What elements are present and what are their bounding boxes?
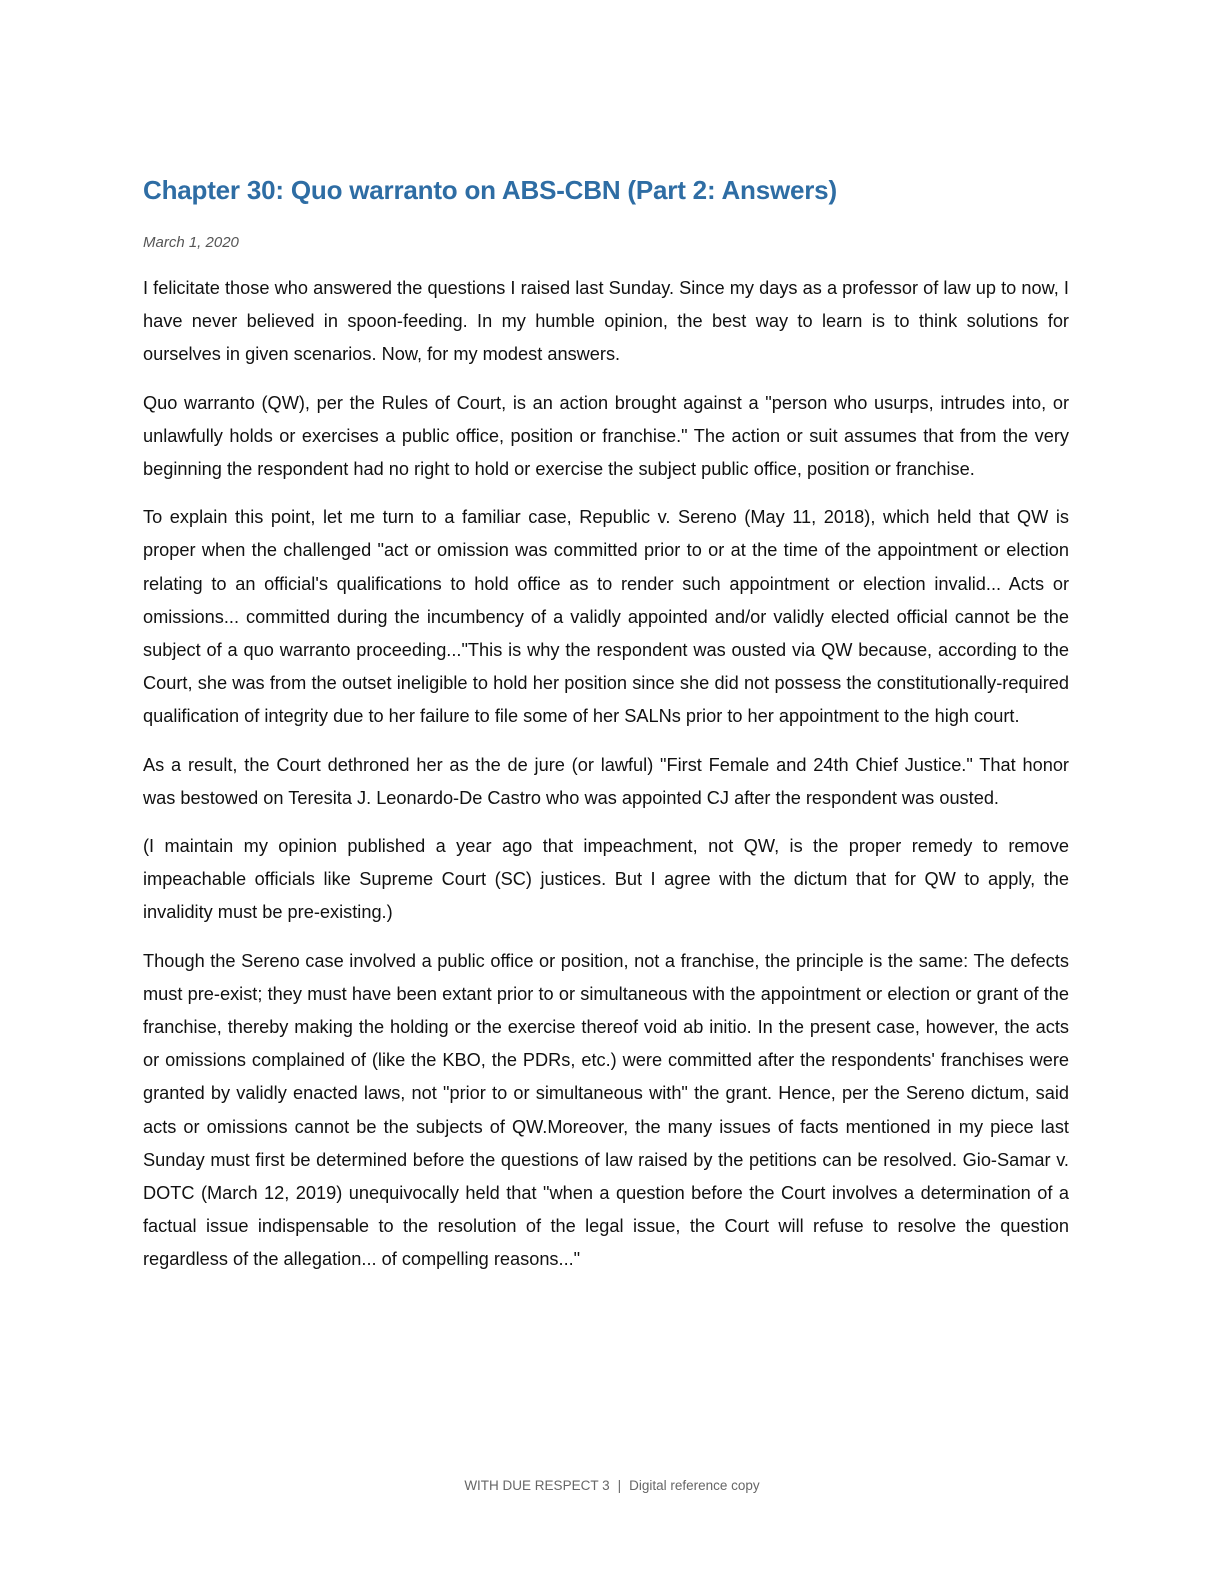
paragraph-1: I felicitate those who answered the questions I raised last Sunday. Since my days as a professor of law up to now, I have never believed in spoon-feeding. In my humble opinion, the best way to learn is to think solutions for ourselves in given scenarios. Now, for my modest answers. — [143, 278, 1069, 365]
footer-copy-note: Digital reference copy — [629, 1478, 760, 1493]
paragraph-6: Though the Sereno case involved a public office or position, not a franchise, the principle is the same: The defects must pre-exist; they must have been extant prior to or simultaneous with the appointment or election or grant of the franchise, thereby making the holding or the exercise thereof void ab initio. In the present case, however, the acts or omissions complained of (like the KBO, the PDRs, etc.) were committed after the respondents' franchises were granted by validly enacted laws, not "prior to or simultaneous with" the grant. Hence, per the Sereno dictum, said acts or omissions cannot be the subjects of QW.Moreover, the many issues of facts mentioned in my piece last Sunday must first be determined before the questions of law raised by the petitions can be resolved. Gio-Samar v. DOTC (March 12, 2019) unequivocally held that "when a question before the Court involves a determination of a factual issue indispensable to the resolution of the legal issue, the Court will refuse to resolve the question regardless of the allegation... of compelling reasons..." — [143, 950, 1069, 1270]
paragraph-5: (I maintain my opinion published a year ago that impeachment, not QW, is the proper remedy to remove impeachable officials like Supreme Court (SC) justices. But I agree with the dictum that for QW to apply, the invalidity must be pre-existing.) — [143, 836, 1069, 923]
footer-separator: | — [617, 1478, 622, 1493]
footer-book-page: WITH DUE RESPECT 3 — [464, 1478, 610, 1493]
paragraph-3: To explain this point, let me turn to a familiar case, Republic v. Sereno (May 11, 2018), which held that QW is proper when the challenged "act or omission was committed prior to or at the time of the appointment or election relating to an official's qualifications to hold office as to render such appointment or election invalid... Acts or omissions... committed during the incumbency of a validly appointed and/or validly elected official cannot be the subject of a quo warranto proceeding..."This is why the respondent was ousted via QW because, according to the Court, she was from the outset ineligible to hold her position since she did not possess the constitutionally-required qualification of integrity due to her failure to file some of her SALNs prior to her appointment to the high court. — [143, 507, 1069, 727]
article-title: Chapter 30: Quo warranto on ABS-CBN (Part 2: Answers) — [143, 175, 837, 205]
article-date: March 1, 2020 — [143, 234, 239, 251]
article — [143, 170, 1069, 1292]
page-footer — [0, 1478, 1224, 1493]
paragraph-2: Quo warranto (QW), per the Rules of Court, is an action brought against a "person who usurps, intrudes into, or unlawfully holds or exercises a public office, position or franchise." The action or suit assumes that from the very beginning the respondent had no right to hold or exercise the subject public office, position or franchise. — [143, 392, 1069, 480]
paragraph-4: As a result, the Court dethroned her as the de jure (or lawful) "First Female and 24th Chief Justice." That honor was bestowed on Teresita J. Leonardo-De Castro who was appointed CJ after the respondent was ousted. — [143, 754, 1069, 808]
